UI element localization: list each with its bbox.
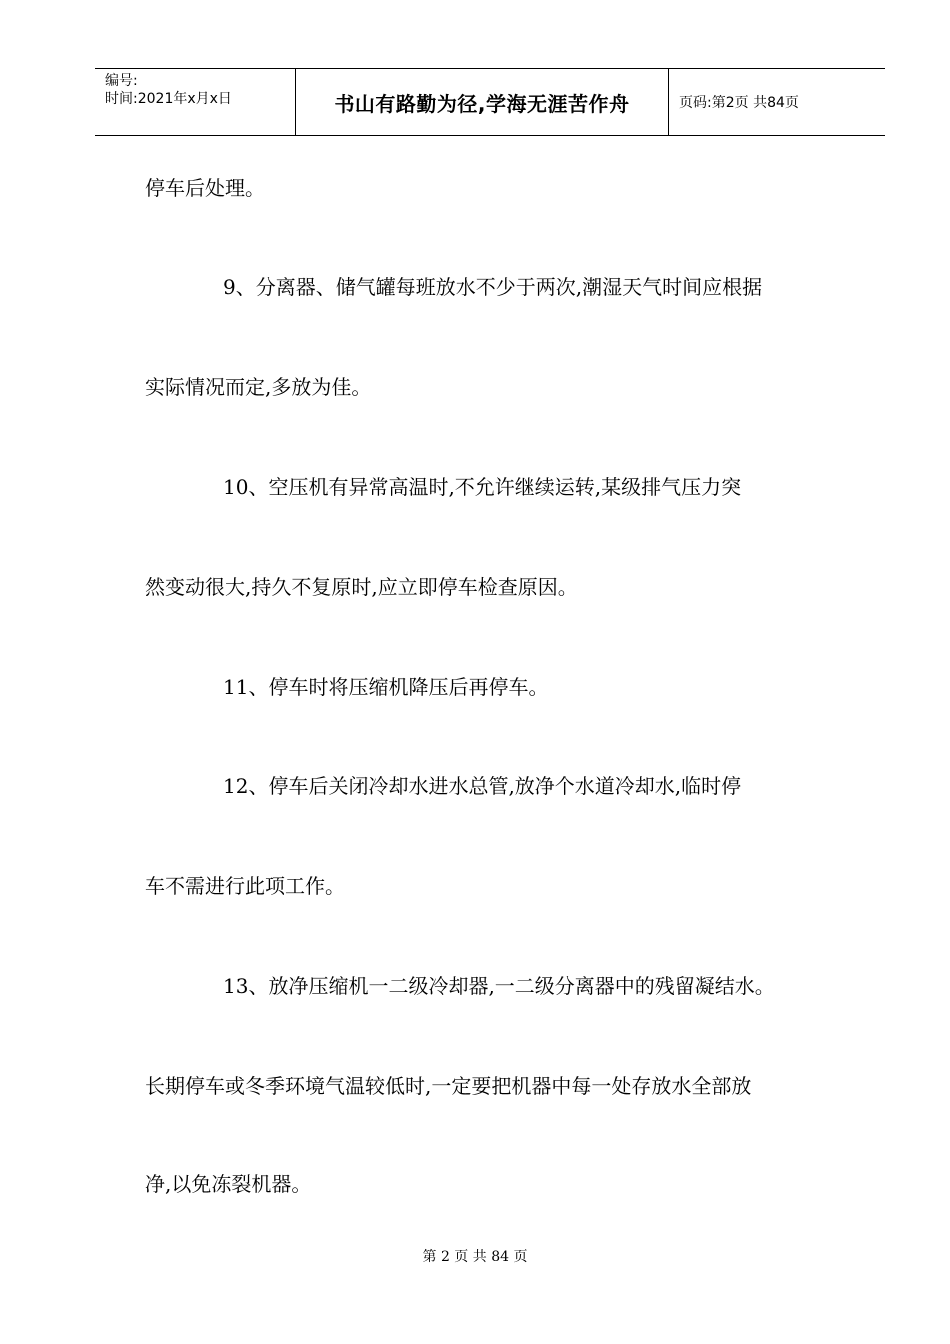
body-line: 10、空压机有异常高温时,不允许继续运转,某级排气压力突 [223,475,742,499]
body-line: 停车后处理。 [145,176,265,200]
body-line: 实际情况而定,多放为佳。 [145,375,372,399]
header-motto: 书山有路勤为径,学海无涯苦作舟 [296,69,669,135]
body-line: 车不需进行此项工作。 [145,874,345,898]
body-line: 13、放净压缩机一二级冷却器,一二级分离器中的残留凝结水。 [223,974,775,998]
body-line: 12、停车后关闭冷却水进水总管,放净个水道冷却水,临时停 [223,774,742,798]
body-line: 净,以免冻裂机器。 [145,1172,312,1196]
header-page-info: 页码:第2页 共84页 [679,95,799,111]
body-line: 然变动很大,持久不复原时,应立即停车检查原因。 [145,575,578,599]
body-line: 11、停车时将压缩机降压后再停车。 [223,675,549,699]
page-header [95,68,885,136]
body-line: 9、分离器、储气罐每班放水不少于两次,潮湿天气时间应根据 [223,275,763,299]
document-code-label: 编号: [105,73,138,89]
page-footer: 第 2 页 共 84 页 [422,1249,528,1265]
document-time-label: 时间:2021年x月x日 [105,91,232,107]
header-meta [95,69,296,135]
body-line: 长期停车或冬季环境气温较低时,一定要把机器中每一处存放水全部放 [145,1074,752,1098]
